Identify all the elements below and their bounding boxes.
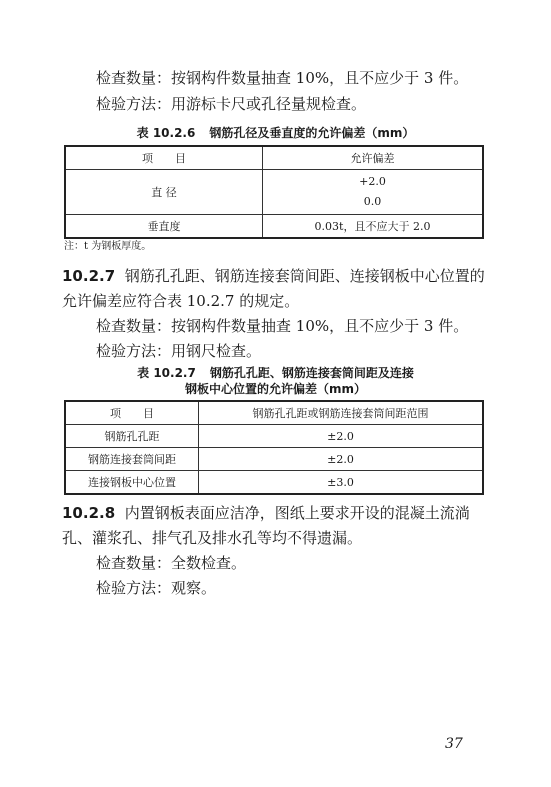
- table-title-line2: 钢板中心位置的允许偏差（mm）: [184, 382, 366, 396]
- table-10-2-7: [64, 400, 484, 495]
- value-lower: 0.0: [363, 195, 382, 208]
- table-10-2-7-caption-line2: [0, 381, 551, 397]
- value-upper: +2.0: [359, 175, 386, 188]
- table-number: 表 10.2.7: [137, 366, 196, 380]
- table-row: [65, 425, 483, 448]
- table-cell-value: [263, 170, 484, 215]
- table-header-item: 项 目: [65, 146, 263, 170]
- table-header-range: 钢筋孔孔距或钢筋连接套筒间距范围: [199, 401, 484, 425]
- table-cell-item: 直 径: [65, 170, 263, 215]
- table-10-2-7-caption: [0, 365, 551, 381]
- check-method-line: 检验方法：观察。: [96, 579, 217, 597]
- clause-10-2-7-line1: [62, 266, 485, 286]
- clause-10-2-8-line2: 孔、灌浆孔、排气孔及排水孔等均不得遗漏。: [62, 529, 363, 547]
- table-cell-value: ±3.0: [199, 471, 484, 495]
- table-row: [65, 448, 483, 471]
- table-title: 钢筋孔径及垂直度的允许偏差（mm）: [209, 126, 415, 140]
- table-title-line1: 钢筋孔孔距、钢筋连接套筒间距及连接: [209, 366, 414, 380]
- check-method-line: 检验方法：用游标卡尺或孔径量规检查。: [96, 95, 367, 113]
- table-10-2-6-caption: [0, 125, 551, 141]
- table-cell-value: ±2.0: [199, 425, 484, 448]
- clause-text: 钢筋孔孔距、钢筋连接套筒间距、连接钢板中心位置的: [124, 267, 485, 285]
- table-row: [65, 215, 483, 239]
- table-row: [65, 170, 483, 215]
- table-cell-item: 垂直度: [65, 215, 263, 239]
- table-cell-item: 连接钢板中心位置: [65, 471, 199, 495]
- table-header-item: 项 目: [65, 401, 199, 425]
- clause-10-2-7-line2: 允许偏差应符合表 10.2.7 的规定。: [62, 292, 300, 310]
- check-method-line: 检验方法：用钢尺检查。: [96, 342, 262, 360]
- table-cell-value: ±2.0: [199, 448, 484, 471]
- check-quantity-line: 检查数量：按钢构件数量抽查 10%，且不应少于 3 件。: [96, 69, 469, 87]
- clause-text: 内置钢板表面应洁净，图纸上要求开设的混凝土流淌: [124, 504, 470, 522]
- table-cell-item: 钢筋连接套筒间距: [65, 448, 199, 471]
- page-number: 37: [445, 736, 463, 752]
- table-cell-item: 钢筋孔孔距: [65, 425, 199, 448]
- clause-number: 10.2.7: [62, 267, 116, 285]
- check-quantity-line: 检查数量：按钢构件数量抽查 10%，且不应少于 3 件。: [96, 317, 469, 335]
- table-number: 表 10.2.6: [136, 126, 196, 140]
- clause-10-2-8-line1: [62, 503, 470, 523]
- table-note: 注：t 为钢板厚度。: [64, 241, 152, 252]
- table-header-deviation: 允许偏差: [263, 146, 484, 170]
- check-quantity-line: 检查数量：全数检查。: [96, 554, 247, 572]
- table-row: [65, 471, 483, 495]
- table-10-2-6: [64, 145, 484, 239]
- table-cell-value: 0.03t，且不应大于 2.0: [263, 215, 484, 239]
- clause-number: 10.2.8: [62, 504, 116, 522]
